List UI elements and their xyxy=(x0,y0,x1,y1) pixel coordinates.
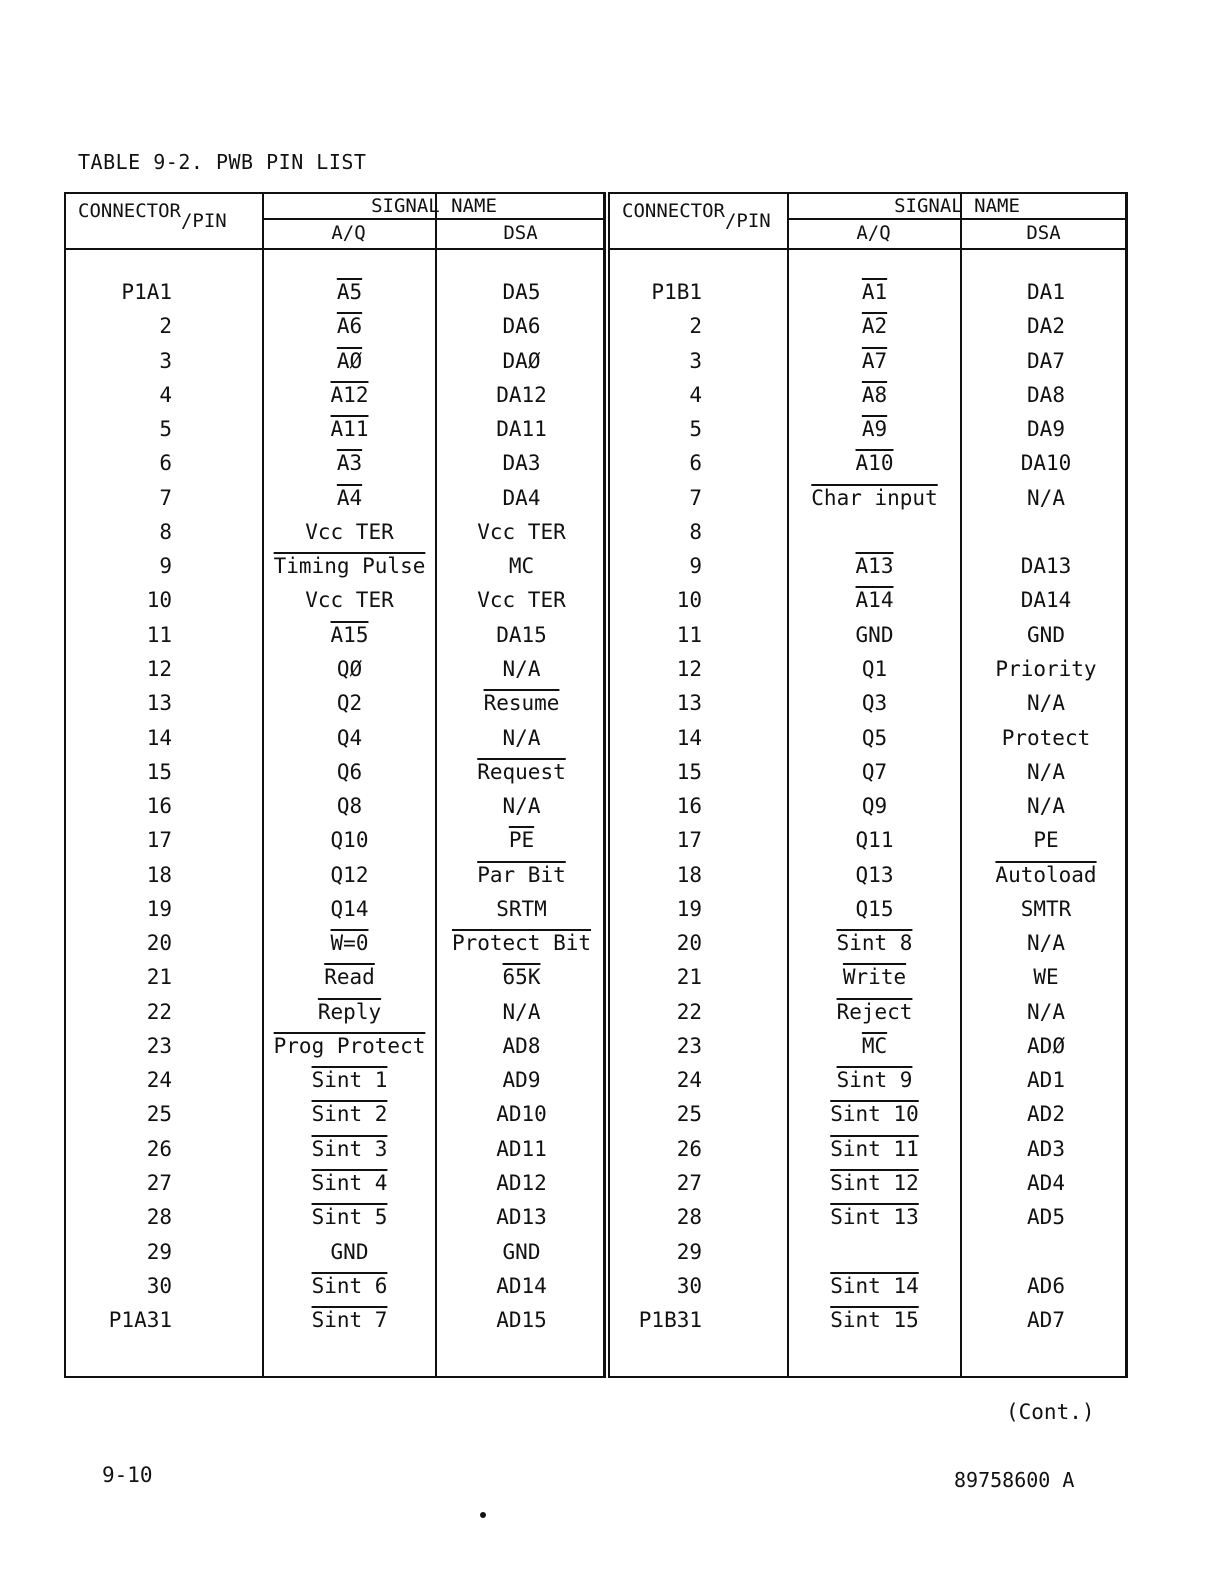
aq-signal-cell: Sint 9 xyxy=(836,1068,913,1092)
aq-signal-cell: Q1 xyxy=(861,657,888,681)
pin-table-left xyxy=(64,192,606,1378)
aq-signal-cell: Sint 11 xyxy=(830,1137,919,1161)
aq-signal-cell: Q13 xyxy=(855,863,894,887)
dsa-signal-cell: AD14 xyxy=(496,1274,547,1298)
dsa-signal-cell: Protect Bit xyxy=(451,931,592,955)
dsa-signal-cell: PE xyxy=(1033,828,1059,852)
pin-cell: 4 xyxy=(689,383,702,407)
aq-signal-cell: Q15 xyxy=(855,897,894,921)
aq-signal-cell: Sint 3 xyxy=(311,1137,388,1161)
aq-signal-cell: $\overline{MC}$ xyxy=(861,1034,888,1058)
dsa-signal-cell: DA13 xyxy=(1020,554,1072,578)
dsa-signal-cell: N/A xyxy=(502,726,541,750)
aq-signal-cell: A13 xyxy=(855,554,894,578)
dsa-signal-cell: AD8 xyxy=(502,1034,541,1058)
signal-name-header: SIGNAL NAME xyxy=(894,195,1020,217)
pin-cell: 8 xyxy=(159,520,172,544)
dsa-signal-cell: WE xyxy=(1033,965,1059,989)
dsa-signal-cell: DA10 xyxy=(1020,451,1072,475)
dsa-header: DSA xyxy=(503,222,538,244)
pin-cell: 30 xyxy=(146,1274,172,1298)
pin-cell: 9 xyxy=(159,554,172,578)
pin-cell: 17 xyxy=(146,828,172,852)
aq-signal-cell: A6 xyxy=(336,314,363,338)
dsa-signal-cell: N/A xyxy=(502,657,541,681)
pin-cell: 8 xyxy=(689,520,702,544)
pin-cell: 28 xyxy=(676,1205,702,1229)
pin-cell: 14 xyxy=(146,726,172,750)
aq-signal-cell: Q11 xyxy=(855,828,894,852)
dsa-signal-cell: AD2 xyxy=(1027,1102,1065,1126)
aq-signal-cell: A2 xyxy=(861,314,888,338)
pin-cell: P1B31 xyxy=(638,1308,702,1332)
pin-cell: 14 xyxy=(676,726,702,750)
document-number: 89758600 A xyxy=(954,1468,1075,1492)
dsa-signal-cell: DA6 xyxy=(502,314,541,338)
aq-signal-cell: Sint 4 xyxy=(311,1171,388,1195)
pin-cell: P1B1 xyxy=(651,280,702,304)
pin-cell: 3 xyxy=(159,349,172,373)
aq-signal-cell: Q2 xyxy=(336,691,363,715)
pin-cell: 12 xyxy=(676,657,702,681)
aq-signal-cell: A7 xyxy=(861,349,888,373)
dsa-signal-cell: GND xyxy=(502,1240,541,1264)
aq-signal-cell: A4 xyxy=(336,486,363,510)
dsa-signal-cell: DA4 xyxy=(502,486,541,510)
continued-note: (Cont.) xyxy=(1006,1400,1095,1424)
aq-signal-cell: A14 xyxy=(855,588,894,612)
dsa-signal-cell: Par Bit xyxy=(477,863,566,887)
pin-cell: 18 xyxy=(146,863,172,887)
aq-signal-cell: Prog Protect xyxy=(273,1034,426,1058)
dsa-signal-cell: Request xyxy=(477,760,566,784)
dsa-signal-cell: $\overline{PE}$ xyxy=(508,828,535,852)
pin-cell: 15 xyxy=(676,760,702,784)
aq-signal-cell: Sint 5 xyxy=(311,1205,388,1229)
pin-cell: 2 xyxy=(159,314,172,338)
dsa-signal-cell: AD4 xyxy=(1027,1171,1065,1195)
pin-cell: 7 xyxy=(689,486,702,510)
dsa-signal-cell: DA7 xyxy=(1027,349,1065,373)
pin-cell: 7 xyxy=(159,486,172,510)
dsa-signal-cell: DA1 xyxy=(1027,280,1065,304)
dsa-signal-cell: AD10 xyxy=(496,1102,547,1126)
dsa-signal-cell: SMTR xyxy=(1020,897,1072,921)
dsa-signal-cell: N/A xyxy=(1027,486,1065,510)
aq-signal-cell: Char input xyxy=(811,486,938,510)
pin-cell: 13 xyxy=(146,691,172,715)
pin-cell: 3 xyxy=(689,349,702,373)
aq-signal-cell: A3 xyxy=(336,451,363,475)
dsa-signal-cell: AD5 xyxy=(1027,1205,1065,1229)
aq-signal-cell: Q6 xyxy=(336,760,363,784)
header-divider xyxy=(787,218,1125,220)
dsa-signal-cell: DA14 xyxy=(1020,588,1072,612)
page-title: TABLE 9-2. PWB PIN LIST xyxy=(78,150,367,174)
dsa-signal-cell: N/A xyxy=(1027,691,1065,715)
aq-signal-cell: Q10 xyxy=(330,828,369,852)
aq-signal-cell: A15 xyxy=(330,623,369,647)
aq-signal-cell: Vcc TER xyxy=(305,520,394,544)
dsa-signal-cell: N/A xyxy=(1027,1000,1065,1024)
header-divider xyxy=(66,248,603,250)
aq-signal-cell: W=0 xyxy=(330,931,369,955)
aq-signal-cell: Sint 15 xyxy=(830,1308,919,1332)
aq-signal-cell: Sint 1 xyxy=(311,1068,388,1092)
dsa-signal-cell: DA15 xyxy=(496,623,547,647)
aq-signal-cell: Sint 13 xyxy=(830,1205,919,1229)
pin-cell: 13 xyxy=(676,691,702,715)
pin-cell: 9 xyxy=(689,554,702,578)
aq-signal-cell: Reply xyxy=(317,1000,382,1024)
dsa-signal-cell: N/A xyxy=(1027,794,1065,818)
dsa-signal-cell: AD12 xyxy=(496,1171,547,1195)
dsa-signal-cell: DA9 xyxy=(1027,417,1065,441)
pin-cell: 26 xyxy=(676,1137,702,1161)
pin-cell: 20 xyxy=(676,931,702,955)
dsa-signal-cell: Priority xyxy=(995,657,1097,681)
pin-cell: 21 xyxy=(676,965,702,989)
dsa-signal-cell: ADØ xyxy=(1027,1034,1065,1058)
dsa-signal-cell: MC xyxy=(508,554,535,578)
pin-cell: 18 xyxy=(676,863,702,887)
pin-cell: P1A31 xyxy=(108,1308,172,1332)
aq-signal-cell: Q4 xyxy=(336,726,363,750)
aq-signal-cell: $\overline{AØ}$ xyxy=(336,349,363,373)
aq-signal-cell: Sint 8 xyxy=(836,931,913,955)
dsa-signal-cell: DA3 xyxy=(502,451,541,475)
pin-cell: P1A1 xyxy=(121,280,172,304)
pin-cell: 10 xyxy=(146,588,172,612)
pin-cell: 22 xyxy=(146,1000,172,1024)
aq-signal-cell: Reject xyxy=(836,1000,913,1024)
pin-cell: 15 xyxy=(146,760,172,784)
header-divider xyxy=(610,248,1125,250)
dsa-signal-cell: AD1 xyxy=(1027,1068,1065,1092)
pin-cell: 20 xyxy=(146,931,172,955)
dsa-signal-cell: Autoload xyxy=(995,863,1097,887)
dsa-signal-cell: DA2 xyxy=(1027,314,1065,338)
aq-signal-cell: Q3 xyxy=(861,691,888,715)
aq-signal-cell: Q8 xyxy=(336,794,363,818)
pin-cell: 28 xyxy=(146,1205,172,1229)
page-number: 9-10 xyxy=(102,1463,153,1487)
aq-signal-cell: Q14 xyxy=(330,897,369,921)
signal-name-header: SIGNAL NAME xyxy=(371,195,497,217)
aq-signal-cell: Sint 12 xyxy=(830,1171,919,1195)
pin-table-right xyxy=(608,192,1128,1378)
pin-cell: 10 xyxy=(676,588,702,612)
dsa-signal-cell: AD6 xyxy=(1027,1274,1065,1298)
dsa-signal-cell: AD7 xyxy=(1027,1308,1065,1332)
aq-signal-cell: A1 xyxy=(861,280,888,304)
aq-signal-cell: Sint 7 xyxy=(311,1308,388,1332)
aq-signal-cell: Vcc TER xyxy=(305,588,394,612)
pin-cell: 30 xyxy=(676,1274,702,1298)
connector-pin-header: $CONNECTOR_{/PIN}$ xyxy=(622,200,771,232)
dsa-signal-cell: Vcc TER xyxy=(477,520,566,544)
dsa-signal-cell: DA8 xyxy=(1027,383,1065,407)
pin-cell: 11 xyxy=(146,623,172,647)
pin-cell: 22 xyxy=(676,1000,702,1024)
aq-signal-cell: GND xyxy=(330,1240,369,1264)
dsa-signal-cell: DAØ xyxy=(502,349,541,373)
dsa-signal-cell: DA12 xyxy=(496,383,547,407)
aq-signal-cell: A5 xyxy=(336,280,363,304)
dsa-signal-cell: AD13 xyxy=(496,1205,547,1229)
aq-signal-cell: A8 xyxy=(861,383,888,407)
connector-pin-header: $CONNECTOR_{/PIN}$ xyxy=(78,200,227,232)
pin-cell: 26 xyxy=(146,1137,172,1161)
aq-header: A/Q xyxy=(856,222,891,244)
pin-cell: 5 xyxy=(689,417,702,441)
pin-cell: 25 xyxy=(146,1102,172,1126)
pin-cell: 27 xyxy=(146,1171,172,1195)
pin-cell: 29 xyxy=(146,1240,172,1264)
dsa-signal-cell: 65K xyxy=(502,965,541,989)
aq-signal-cell: Sint 10 xyxy=(830,1102,919,1126)
pin-cell: 6 xyxy=(689,451,702,475)
pin-cell: 25 xyxy=(676,1102,702,1126)
pin-cell: 17 xyxy=(676,828,702,852)
aq-signal-cell: Q9 xyxy=(861,794,888,818)
pin-cell: 11 xyxy=(676,623,702,647)
dsa-signal-cell: Protect xyxy=(1001,726,1091,750)
dsa-signal-cell: SRTM xyxy=(496,897,547,921)
pin-cell: 19 xyxy=(676,897,702,921)
dsa-signal-cell: Resume xyxy=(483,691,560,715)
pin-cell: 24 xyxy=(146,1068,172,1092)
aq-signal-cell: Sint 2 xyxy=(311,1102,388,1126)
aq-signal-cell: Sint 6 xyxy=(311,1274,388,1298)
aq-signal-cell: Q7 xyxy=(861,760,888,784)
dsa-signal-cell: GND xyxy=(1027,623,1065,647)
dsa-signal-cell: N/A xyxy=(502,1000,541,1024)
pin-cell: 16 xyxy=(146,794,172,818)
dsa-signal-cell: DA11 xyxy=(496,417,547,441)
dsa-signal-cell: Vcc TER xyxy=(477,588,566,612)
pin-cell: 6 xyxy=(159,451,172,475)
aq-signal-cell: A10 xyxy=(855,451,894,475)
aq-signal-cell: Q12 xyxy=(330,863,369,887)
pin-cell: 2 xyxy=(689,314,702,338)
pin-cell: 4 xyxy=(159,383,172,407)
pin-cell: 21 xyxy=(146,965,172,989)
dsa-signal-cell: DA5 xyxy=(502,280,541,304)
aq-header: A/Q xyxy=(331,222,366,244)
pin-cell: 5 xyxy=(159,417,172,441)
header-divider xyxy=(262,218,603,220)
aq-signal-cell: Sint 14 xyxy=(830,1274,919,1298)
pin-cell: 29 xyxy=(676,1240,702,1264)
dsa-signal-cell: N/A xyxy=(1027,760,1065,784)
aq-signal-cell: A11 xyxy=(330,417,369,441)
stray-mark xyxy=(480,1512,486,1518)
aq-signal-cell: GND xyxy=(855,623,894,647)
pin-cell: 23 xyxy=(146,1034,172,1058)
dsa-signal-cell: AD15 xyxy=(496,1308,547,1332)
aq-signal-cell: A12 xyxy=(330,383,369,407)
dsa-signal-cell: AD9 xyxy=(502,1068,541,1092)
pin-cell: 24 xyxy=(676,1068,702,1092)
dsa-signal-cell: AD11 xyxy=(496,1137,547,1161)
aq-signal-cell: A9 xyxy=(861,417,888,441)
pin-cell: 16 xyxy=(676,794,702,818)
aq-signal-cell: Read xyxy=(324,965,375,989)
aq-signal-cell: Q5 xyxy=(861,726,888,750)
pin-cell: 12 xyxy=(146,657,172,681)
dsa-signal-cell: AD3 xyxy=(1027,1137,1065,1161)
pin-cell: 23 xyxy=(676,1034,702,1058)
dsa-signal-cell: N/A xyxy=(1027,931,1065,955)
dsa-signal-cell: N/A xyxy=(502,794,541,818)
aq-signal-cell: Write xyxy=(842,965,907,989)
aq-signal-cell: QØ xyxy=(336,657,363,681)
pin-cell: 27 xyxy=(676,1171,702,1195)
aq-signal-cell: Timing Pulse xyxy=(273,554,426,578)
dsa-header: DSA xyxy=(1026,222,1061,244)
pin-cell: 19 xyxy=(146,897,172,921)
